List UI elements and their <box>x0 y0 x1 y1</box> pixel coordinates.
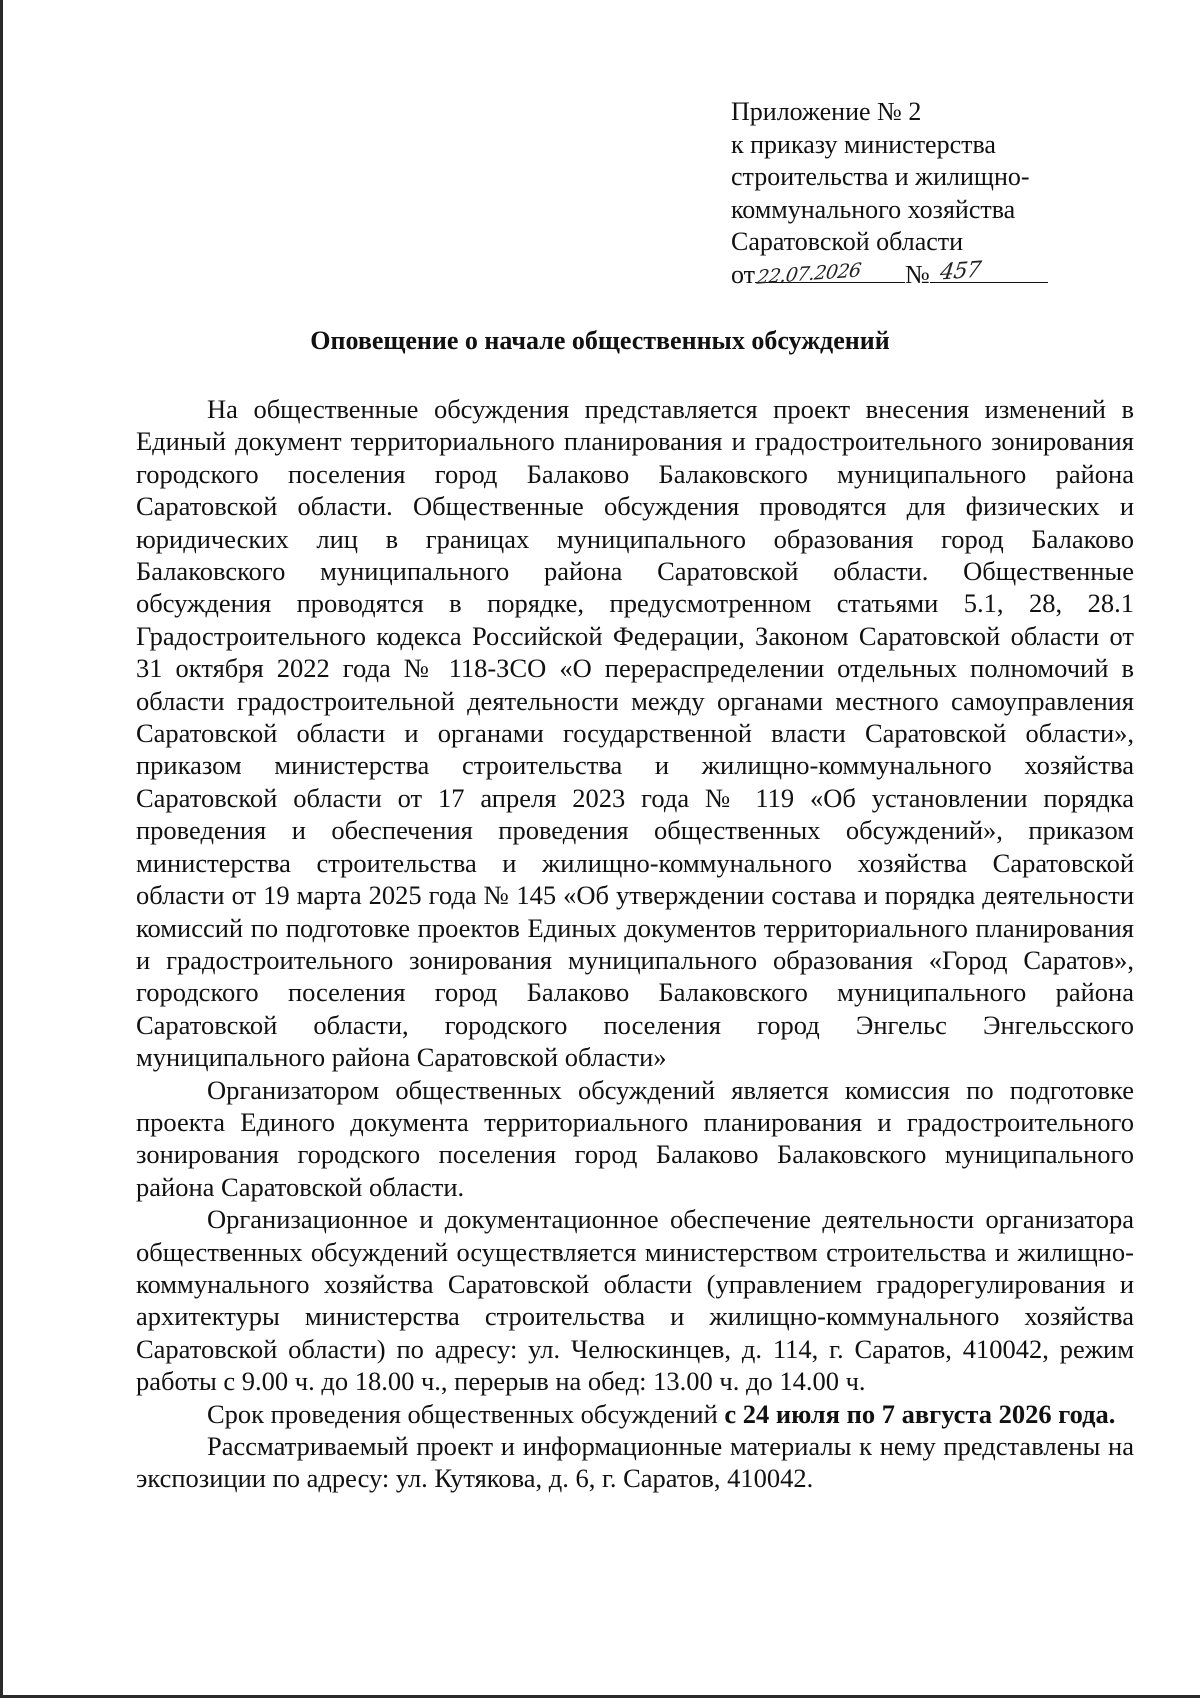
paragraph-5: Рассматриваемый проект и информационные материалы к нему представлены на экспозиции по адресу: ул. Кутякова, д. 6, г. Саратов, 410042. <box>136 1431 1134 1494</box>
number-prefix: № <box>905 259 930 289</box>
document-body <box>136 393 1134 1495</box>
date-prefix: от <box>731 259 756 289</box>
handwritten-number: 457 <box>938 256 983 286</box>
document-title: Оповещение о начале общественных обсуждений <box>310 326 890 355</box>
handwritten-number-field <box>930 256 1048 286</box>
handwritten-date: 22.07.2026 <box>755 258 863 289</box>
appendix-line-1: Приложение № 2 <box>731 97 922 126</box>
appendix-line-4: коммунального хозяйства <box>731 194 1016 224</box>
paragraph-2: Организатором общественных обсуждений является комиссия по подготовке проекта Единого документа территориального планирования и градостроительного зонирования городского поселения город Балаково Балаковского муниципального района Саратовской области. <box>136 1074 1134 1202</box>
paragraph-4 <box>136 1398 1134 1430</box>
paragraph-4-bold-period: с 24 июля по 7 августа 2026 года. <box>724 1398 1116 1429</box>
handwritten-date-field <box>755 258 905 289</box>
paragraph-3: Организационное и документационное обеспечение деятельности организатора общественных обсуждений осуществляется министерством строительства и жилищно-коммунального хозяйства Саратовской области (управлением градорегулирования и архитектуры министерства строительства и жилищно-коммунального хозяйства Саратовской области) по адресу: ул. Челюскинцев, д. 114, г. Саратов, 410042, режим работы с 9.00 ч. до 18.00 ч., перерыв на обед: 13.00 ч. до 14.00 ч. <box>136 1204 1134 1397</box>
order-date-number-line <box>731 256 1111 292</box>
appendix-line-3: строительства и жилищно- <box>731 162 1030 191</box>
appendix-line-2: к приказу министерства <box>731 129 996 159</box>
appendix-line-5: Саратовской области <box>731 227 964 256</box>
paragraph-1: На общественные обсуждения представляется проект внесения изменений в Единый документ территориального планирования и градостроительного зонирования городского поселения город Балаково Балаковского муниципального района Саратовской области. Общественные обсуждения проводятся для физических и юридических лиц в границах муниципального образования город Балаково Балаковского муниципального района Саратовской области. Общественные обсуждения проводятся в порядке, предусмотренном статьями 5.1, 28, 28.1 Градостроительного кодекса Российской Федерации, Законом Саратовской области от 31 октября 2022 года № 118-ЗСО «О перераспределении отдельных полномочий в области градостроительной деятельности между органами местного самоуправления Саратовской области и органами государственной власти Саратовской области», приказом министерства строительства и жилищно-коммунального хозяйства Саратовской области от 17 апреля 2023 года № 119 «Об установлении порядка проведения и обеспечения проведения общественных обсуждений», приказом министерства строительства и жилищно-коммунального хозяйства Саратовской области от 19 марта 2025 года № 145 «Об утверждении состава и порядка деятельности комиссий по подготовке проектов Единых документов территориального планирования и градостроительного зонирования муниципального образования «Город Саратов», городского поселения город Балаково Балаковского муниципального района Саратовской области, городского поселения город Энгельс Энгельсского муниципального района Саратовской области» <box>136 394 1134 1073</box>
appendix-block <box>731 96 1111 291</box>
paragraph-4-text: Срок проведения общественных обсуждений <box>207 1398 725 1429</box>
